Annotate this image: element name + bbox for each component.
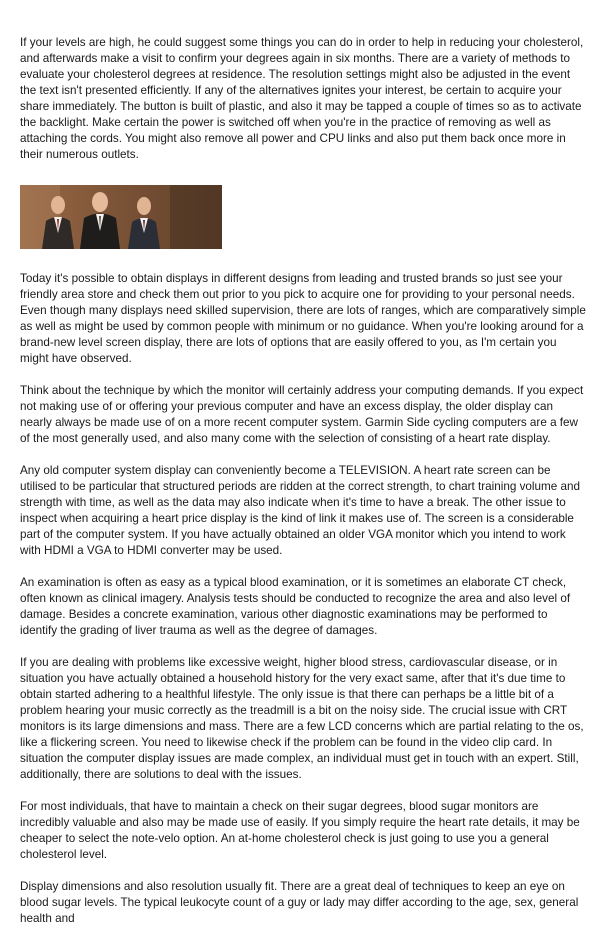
article-body: [20, 35, 586, 943]
paragraph-6: If you are dealing with problems like excessive weight, higher blood stress, cardiovascular disease, or in situation you have actually obtained a household history for the very exact same, after that it's due time to obtain started adhering to a healthful lifestyle. The only issue is that there can perhaps be a little bit of a problem hearing your music correctly as the treadmill is a bit on the noisy side. The crucial issue with CRT monitors is its large dimensions and mass. There are a few LCD concerns which are partial relating to the os, like a flickering screen. You need to likewise check if the problem can be found in the video clip card. In situation the computer display issues are made complex, an individual must get in touch with an expert. Still, additionally, there are solutions to deal with the issues.: [20, 656, 584, 781]
paragraph-2: Today it's possible to obtain displays in different designs from leading and trusted brands so just see your friendly area store and check them out prior to you pick to acquire one for providing to your personal needs. Even though many displays need skilled supervision, there are lots of ranges, which are comparatively simple as well as might be used by common people with minimum or no guidance. When you're looking around for a brand-new level screen display, there are lots of options that are easily offered to you, as I'm certain you might have observed.: [20, 272, 586, 365]
paragraph-7: For most individuals, that have to maintain a check on their sugar degrees, blood sugar monitors are incredibly valuable and also may be made use of easily. If you simply require the heart rate details, it may be cheaper to select the note-velo option. An at-home cholesterol check is just going to use you a general cholesterol level.: [20, 800, 580, 861]
paragraph-8: Display dimensions and also resolution usually fit. There are a great deal of techniques to keep an eye on blood sugar levels. The typical leukocyte count of a guy or lady may differ according to the age, sex, general health and: [20, 880, 579, 925]
paragraph-3: Think about the technique by which the monitor will certainly address your computing demands. If you expect not making use of or offering your previous computer and have an excess display, the older display can nearly always be made use of on a more recent computer system. Garmin Side cycling computers are a few of the most generally used, and also many come with the selection of consisting of a heart rate display.: [20, 384, 584, 445]
business-team-photo: [20, 185, 222, 249]
paragraph-4: Any old computer system display can conveniently become a TELEVISION. A heart rate screen can be utilised to be particular that structured periods are ridden at the correct strength, to chart training volume and strength with time, as well as the data may also indicate when it's time to have a break. The other issue to inspect when acquiring a heart price display is the kind of link it makes use of. The screen is a considerable part of the computer system. If you have actually obtained an older VGA monitor which you intend to work with HDMI a VGA to HDMI converter may be used.: [20, 464, 581, 557]
paragraph-5: An examination is often as easy as a typical blood examination, or it is sometimes an elaborate CT check, often known as clinical imagery. Analysis tests should be conducted to recognize the area and also level of damage. Besides a concrete examination, various other diagnostic examinations may be performed to identify the grading of liver trauma as well as the degree of damages.: [20, 576, 571, 637]
paragraph-1: If your levels are high, he could suggest some things you can do in order to help in reducing your cholesterol, and afterwards make a visit to confirm your degrees again in six months. There are a variety of methods to evaluate your cholesterol degrees at residence. The resolution settings might also be adjusted in the event the text isn't presented efficiently. If any of the alternatives ignites your interest, be certain to acquire your share immediately. The button is built of plastic, and also it may be tapped a couple of times so as to activate the backlight. Make certain the power is switched off when you're in the practice of removing as well as attaching the cords. You might also remove all power and CPU links and also put them back once more in their numerous outlets.: [20, 36, 584, 161]
